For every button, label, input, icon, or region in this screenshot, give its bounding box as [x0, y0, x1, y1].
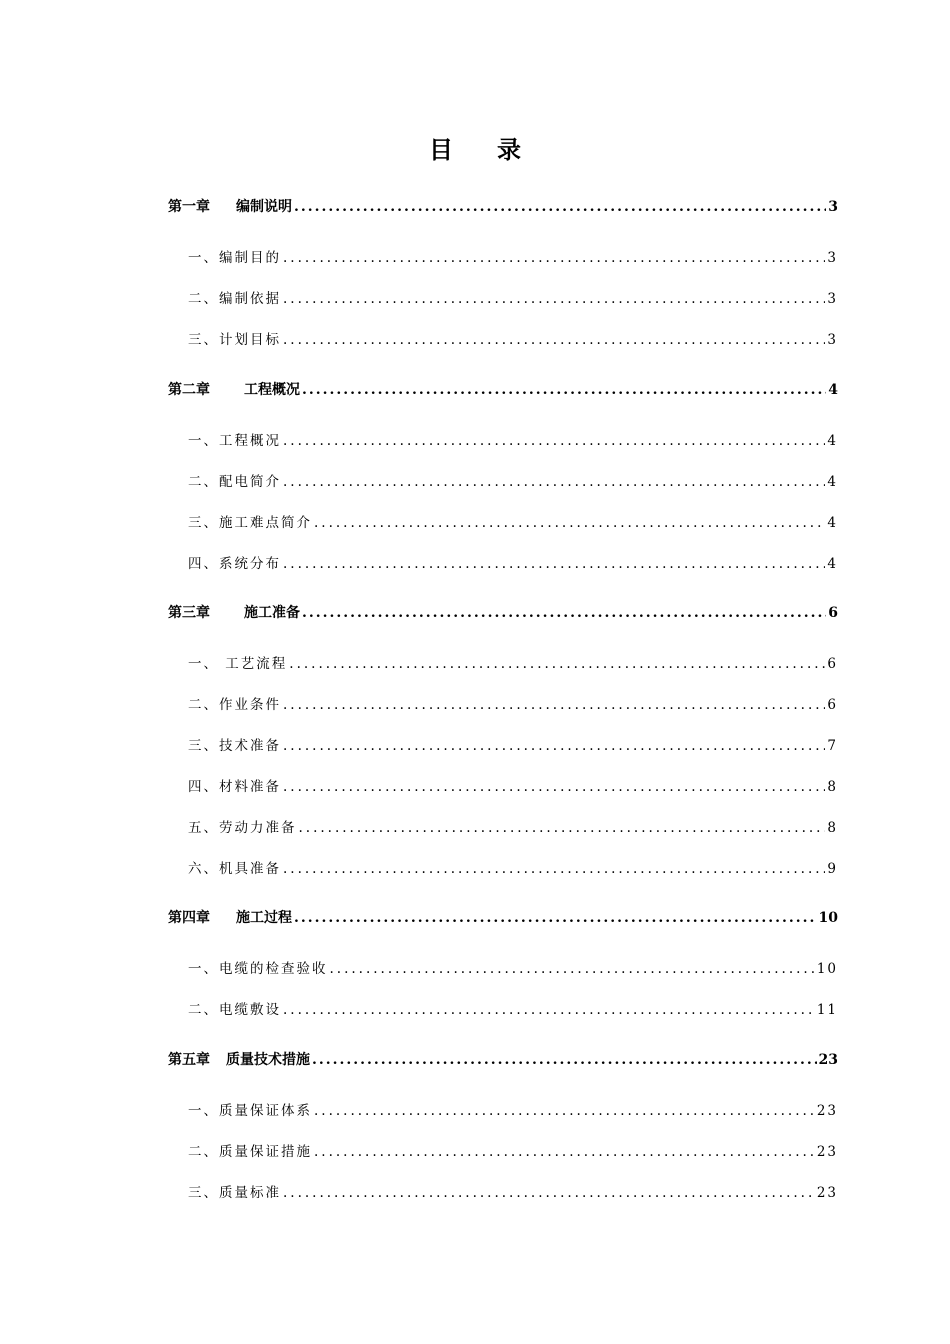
- toc-page-number: 23: [816, 1144, 838, 1160]
- toc-section-entry[interactable]: [168, 470, 838, 490]
- toc-entry-number: 五、: [188, 820, 219, 836]
- toc-entry-text: 质量标准: [219, 1185, 281, 1201]
- toc-entry-text: 机具准备: [219, 861, 281, 877]
- toc-section-entry[interactable]: [168, 287, 838, 307]
- toc-chapter-entry[interactable]: [168, 196, 838, 216]
- toc-entry-text: 系统分布: [219, 556, 281, 572]
- toc-section-entry[interactable]: [168, 1181, 838, 1201]
- toc-entry-label: [168, 652, 287, 672]
- toc-leader-dots: [330, 961, 815, 977]
- toc-entry-number: 一、: [188, 961, 219, 977]
- toc-entry-text: 工程概况: [219, 433, 281, 449]
- toc-title-char-1: 目: [429, 135, 453, 164]
- toc-leader-dots: [314, 1103, 815, 1119]
- toc-entry-label: [168, 328, 281, 348]
- toc-entry-number: 一、: [188, 250, 219, 266]
- toc-page-number: 9: [827, 861, 838, 877]
- toc-chapter-entry[interactable]: [168, 907, 838, 927]
- toc-entry-label: [168, 1181, 281, 1201]
- toc-entry-label: [168, 1099, 312, 1119]
- toc-leader-dots: [302, 382, 826, 398]
- toc-entry-number: 四、: [188, 556, 219, 572]
- toc-entry-label: [168, 775, 281, 795]
- toc-entry-number: 二、: [188, 1144, 219, 1160]
- toc-entry-text: 编制说明: [236, 199, 292, 215]
- toc-page-number: 4: [827, 433, 838, 449]
- toc-entry-number: 二、: [188, 697, 219, 713]
- toc-section-entry[interactable]: [168, 1099, 838, 1119]
- toc-leader-dots: [283, 738, 825, 754]
- toc-entry-number: 二、: [188, 474, 219, 490]
- toc-entry-label: [168, 816, 297, 836]
- toc-leader-dots: [302, 605, 826, 621]
- toc-entry-label: [168, 511, 312, 531]
- toc-page-number: 7: [827, 738, 838, 754]
- toc-section-entry[interactable]: [168, 652, 838, 672]
- toc-page-number: 3: [828, 199, 838, 215]
- toc-entry-number: 一、: [188, 656, 219, 672]
- toc-page-number: 6: [828, 605, 838, 621]
- toc-chapter-entry[interactable]: [168, 602, 838, 622]
- toc-entry-label: [168, 287, 281, 307]
- toc-entry-label: [168, 1140, 312, 1160]
- toc-page-number: 6: [827, 656, 838, 672]
- toc-page-number: 10: [818, 910, 838, 926]
- toc-entry-number: 四、: [188, 779, 219, 795]
- toc-entry-text: 劳动力准备: [219, 820, 297, 836]
- toc-entry-text: 编制目的: [219, 250, 281, 266]
- toc-entry-number: 一、: [188, 433, 219, 449]
- toc-entry-number: 三、: [188, 515, 219, 531]
- toc-entry-label: [168, 734, 281, 754]
- toc-entry-number: 第四章: [168, 910, 210, 926]
- toc-section-entry[interactable]: [168, 693, 838, 713]
- toc-section-entry[interactable]: [168, 957, 838, 977]
- toc-entry-text: 质量保证措施: [219, 1144, 312, 1160]
- toc-leader-dots: [283, 250, 825, 266]
- toc-section-entry[interactable]: [168, 816, 838, 836]
- toc-section-entry[interactable]: [168, 1140, 838, 1160]
- toc-entry-label: [168, 470, 281, 490]
- toc-title-char-2: 录: [497, 135, 521, 164]
- toc-entry-text: 施工难点简介: [219, 515, 312, 531]
- toc-leader-dots: [314, 515, 825, 531]
- toc-entry-label: [168, 998, 281, 1018]
- toc-entry-label: [168, 552, 281, 572]
- toc-page-number: 8: [827, 779, 838, 795]
- toc-leader-dots: [294, 199, 826, 215]
- toc-entry-label: [168, 857, 281, 877]
- toc-leader-dots: [283, 861, 825, 877]
- toc-entry-number: 第三章: [168, 605, 210, 621]
- toc-entry-label: [168, 1049, 310, 1069]
- toc-entry-text: 施工准备: [244, 605, 300, 621]
- toc-entry-label: [168, 602, 300, 622]
- toc-page-number: 23: [816, 1185, 838, 1201]
- toc-entry-label: [168, 907, 292, 927]
- toc-page-number: 4: [827, 556, 838, 572]
- toc-entry-label: [168, 429, 281, 449]
- toc-page-number: 4: [828, 382, 838, 398]
- toc-entry-number: 第五章: [168, 1052, 210, 1068]
- toc-page-number: 3: [827, 291, 838, 307]
- toc-entry-number: 六、: [188, 861, 219, 877]
- toc-entry-number: 第二章: [168, 382, 210, 398]
- toc-section-entry[interactable]: [168, 775, 838, 795]
- toc-entry-label: [168, 246, 281, 266]
- toc-page-number: 6: [827, 697, 838, 713]
- toc-page-number: 8: [827, 820, 838, 836]
- toc-leader-dots: [283, 474, 825, 490]
- toc-leader-dots: [312, 1052, 817, 1068]
- toc-section-entry[interactable]: [168, 998, 838, 1018]
- toc-entry-text: 电缆的检查验收: [219, 961, 328, 977]
- toc-page-number: 4: [827, 474, 838, 490]
- toc-page-number: 3: [827, 332, 838, 348]
- toc-leader-dots: [283, 697, 825, 713]
- toc-entry-number: 三、: [188, 332, 219, 348]
- toc-leader-dots: [299, 820, 826, 836]
- toc-leader-dots: [289, 656, 825, 672]
- toc-chapter-entry[interactable]: [168, 379, 838, 399]
- toc-entry-text: 计划目标: [219, 332, 281, 348]
- toc-entry-number: 一、: [188, 1103, 219, 1119]
- toc-entry-text: 工程概况: [244, 382, 300, 398]
- toc-entry-number: 三、: [188, 1185, 219, 1201]
- toc-page-number: 23: [816, 1103, 838, 1119]
- toc-page-number: 4: [827, 515, 838, 531]
- toc-entry-number: 第一章: [168, 199, 210, 215]
- toc-page-number: 3: [827, 250, 838, 266]
- toc-entry-text: 作业条件: [219, 697, 281, 713]
- toc-leader-dots: [283, 779, 825, 795]
- toc-entry-label: [168, 196, 292, 216]
- toc-entry-text: 技术准备: [219, 738, 281, 754]
- toc-section-entry[interactable]: [168, 246, 838, 266]
- toc-entry-text: 质量技术措施: [226, 1052, 310, 1068]
- toc-section-entry[interactable]: [168, 734, 838, 754]
- toc-entry-number: 二、: [188, 291, 219, 307]
- toc-leader-dots: [283, 291, 825, 307]
- toc-section-entry[interactable]: [168, 511, 838, 531]
- toc-leader-dots: [283, 332, 825, 348]
- toc-leader-dots: [294, 910, 817, 926]
- toc-entry-label: [168, 957, 328, 977]
- toc-page-number: 11: [816, 1002, 838, 1018]
- toc-entry-text: 材料准备: [219, 779, 281, 795]
- toc-section-entry[interactable]: [168, 857, 838, 877]
- toc-entry-text: 编制依据: [219, 291, 281, 307]
- toc-section-entry[interactable]: [168, 429, 838, 449]
- toc-section-entry[interactable]: [168, 552, 838, 572]
- toc-page-number: 10: [816, 961, 838, 977]
- toc-entry-number: 二、: [188, 1002, 219, 1018]
- toc-chapter-entry[interactable]: [168, 1049, 838, 1069]
- toc-entry-label: [168, 379, 300, 399]
- toc-leader-dots: [314, 1144, 815, 1160]
- toc-entry-text: 质量保证体系: [219, 1103, 312, 1119]
- toc-entry-number: 三、: [188, 738, 219, 754]
- toc-leader-dots: [283, 1185, 815, 1201]
- toc-title: [0, 130, 950, 165]
- toc-entry-text: 配电简介: [219, 474, 281, 490]
- toc-leader-dots: [283, 556, 825, 572]
- toc-entry-label: [168, 693, 281, 713]
- toc-entry-text: 工艺流程: [219, 656, 288, 672]
- toc-leader-dots: [283, 1002, 815, 1018]
- toc-entry-text: 施工过程: [236, 910, 292, 926]
- toc-entry-text: 电缆敷设: [219, 1002, 281, 1018]
- toc-section-entry[interactable]: [168, 328, 838, 348]
- toc-page-number: 23: [818, 1052, 838, 1068]
- toc-leader-dots: [283, 433, 825, 449]
